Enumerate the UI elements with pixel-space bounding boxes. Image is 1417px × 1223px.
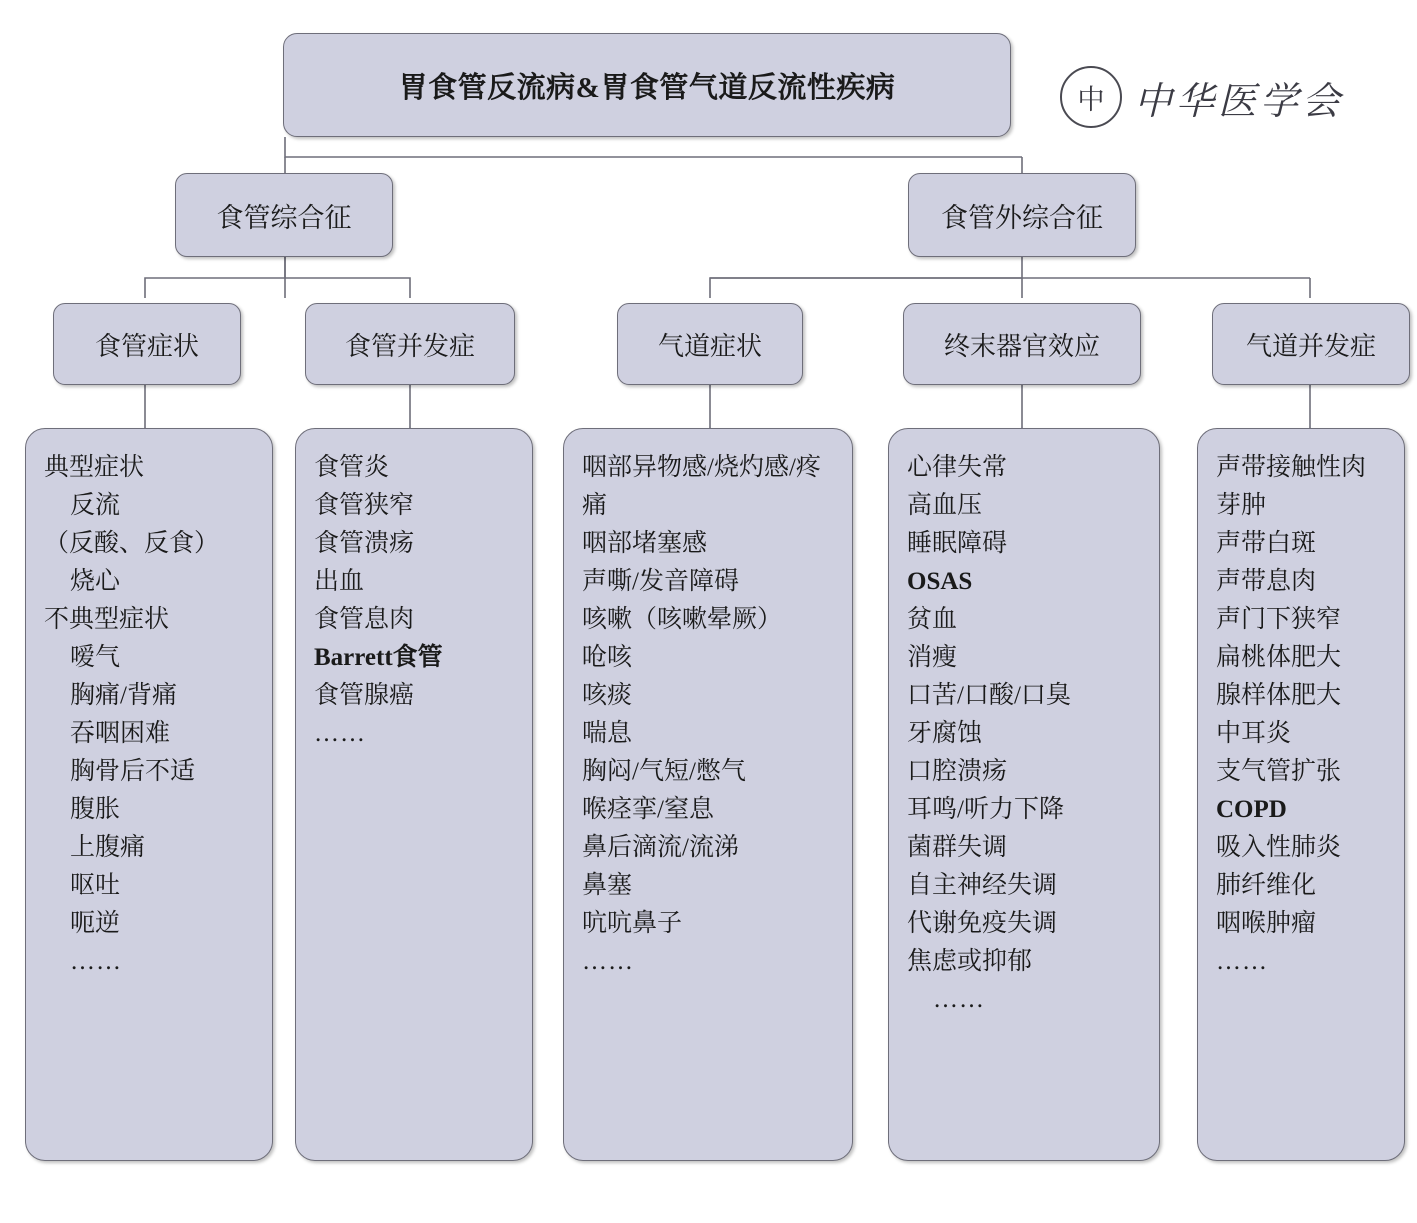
category-label: 食管并发症 (344, 331, 475, 361)
list-item: 支气管扩张 (1216, 758, 1342, 785)
category-label: 终末器官效应 (943, 331, 1100, 361)
list-item: OSAS (907, 568, 973, 595)
list-item: 咽喉肿瘤 (1216, 910, 1317, 937)
list-item: 吭吭鼻子 (582, 910, 683, 937)
list-item: 出血 (314, 568, 365, 595)
list-item: 咳嗽（咳嗽晕厥） (582, 606, 783, 633)
category-node-esoph-symptoms (53, 303, 241, 385)
list-item: COPD (1216, 796, 1287, 823)
list-item: 食管息肉 (314, 606, 415, 633)
list-item: 反流 (70, 492, 121, 519)
list-item: …… (70, 948, 122, 975)
branch-node-extraesophageal (908, 173, 1136, 257)
list-item: 鼻塞 (582, 872, 633, 899)
list-item: 菌群失调 (907, 834, 1008, 861)
list-item: 声带息肉 (1216, 568, 1317, 595)
list-item: 腺样体肥大 (1216, 682, 1342, 709)
diagram-title-node (283, 33, 1011, 137)
list-item: 自主神经失调 (907, 872, 1058, 899)
category-node-esoph-complications (305, 303, 515, 385)
list-item: 胸骨后不适 (70, 758, 196, 785)
category-node-end-organ (903, 303, 1141, 385)
category-node-airway-symptoms (617, 303, 803, 385)
list-item: 牙腐蚀 (907, 720, 983, 747)
list-item: Barrett食管 (314, 644, 443, 671)
list-item: 胸痛/背痛 (70, 682, 177, 709)
seal-char: 中 (1077, 83, 1105, 115)
leaf-list-airway-symptoms (563, 428, 853, 1161)
category-node-airway-complications (1212, 303, 1410, 385)
list-item: …… (933, 986, 985, 1013)
list-item: 喉痉挛/窒息 (582, 796, 714, 823)
list-item: 咽部堵塞感 (582, 530, 708, 557)
list-item: 典型症状 (44, 454, 145, 481)
category-label: 气道症状 (657, 331, 762, 361)
list-item: 食管溃疡 (314, 530, 415, 557)
list-item: 消瘦 (907, 644, 958, 671)
list-item: 睡眠障碍 (907, 530, 1008, 557)
list-item: 不典型症状 (44, 606, 170, 633)
leaf-list-airway-complications (1197, 428, 1405, 1161)
list-item: 代谢免疫失调 (907, 910, 1058, 937)
list-item: …… (1216, 948, 1268, 975)
list-item: 焦虑或抑郁 (907, 948, 1033, 975)
list-item: 扁桃体肥大 (1216, 644, 1342, 671)
list-item: 声带白斑 (1216, 530, 1317, 557)
list-item: 食管腺癌 (314, 682, 415, 709)
branch-label: 食管综合征 (216, 202, 352, 233)
list-item: 呕吐 (70, 872, 121, 899)
list-item: 心律失常 (907, 454, 1008, 481)
list-item: 贫血 (907, 606, 958, 633)
category-label: 食管症状 (94, 331, 199, 361)
list-item: 咳痰 (582, 682, 633, 709)
list-item: 鼻后滴流/流涕 (582, 834, 739, 861)
list-item: 中耳炎 (1216, 720, 1292, 747)
list-item: 呛咳 (582, 644, 633, 671)
leaf-list-end-organ (888, 428, 1160, 1161)
list-item: 嗳气 (70, 644, 121, 671)
list-item: 呃逆 (70, 910, 121, 937)
list-item: 口苦/口酸/口臭 (907, 682, 1071, 709)
society-logo (1060, 62, 1380, 132)
leaf-list-esoph-complications (295, 428, 533, 1161)
list-item: 食管狭窄 (314, 492, 415, 519)
branch-node-esophageal (175, 173, 393, 257)
list-item: 上腹痛 (70, 834, 146, 861)
seal-icon (1060, 66, 1122, 128)
list-item: 食管炎 (314, 454, 390, 481)
list-item: 声带接触性肉芽肿 (1216, 454, 1367, 519)
list-item: 吞咽困难 (70, 720, 171, 747)
logo-wordmark: 中华医学会 (1134, 80, 1345, 123)
list-item: 吸入性肺炎 (1216, 834, 1342, 861)
list-item: 高血压 (907, 492, 983, 519)
list-item: 耳鸣/听力下降 (907, 796, 1064, 823)
list-item: 肺纤维化 (1216, 872, 1317, 899)
list-item: …… (314, 720, 366, 747)
list-item: 口腔溃疡 (907, 758, 1008, 785)
category-label: 气道并发症 (1245, 331, 1376, 361)
list-item: 胸闷/气短/憋气 (582, 758, 746, 785)
list-item: 声门下狭窄 (1216, 606, 1342, 633)
list-item: 腹胀 (70, 796, 121, 823)
list-item: 烧心 (70, 568, 121, 595)
diagram-title-text: 胃食管反流病&胃食管气道反流性疾病 (398, 71, 896, 104)
branch-label: 食管外综合征 (941, 202, 1103, 233)
list-item: 声嘶/发音障碍 (582, 568, 739, 595)
list-item: 喘息 (582, 720, 633, 747)
list-item: （反酸、反食） (44, 530, 220, 557)
list-item: 咽部异物感/烧灼感/疼痛 (582, 454, 821, 519)
leaf-list-esoph-symptoms (25, 428, 273, 1161)
list-item: …… (582, 948, 634, 975)
